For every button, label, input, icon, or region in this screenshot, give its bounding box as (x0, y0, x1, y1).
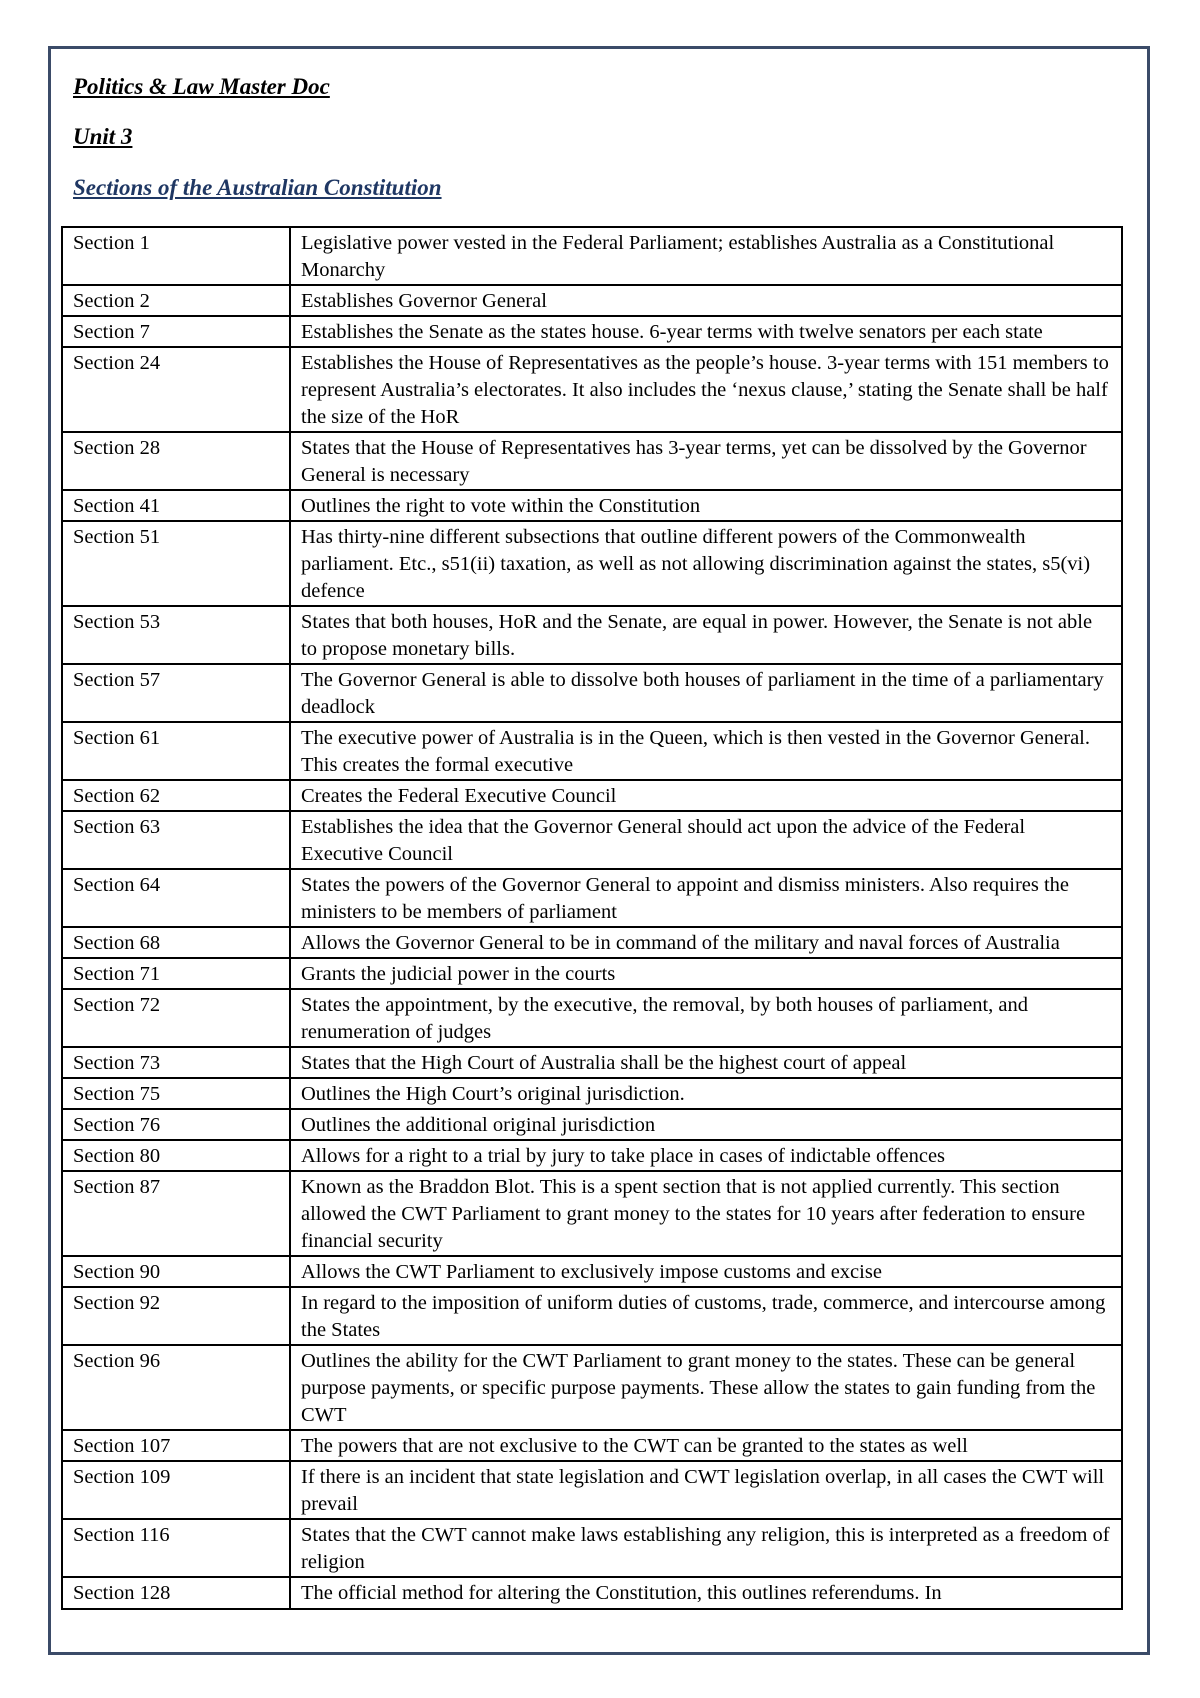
section-number: Section 51 (62, 521, 290, 606)
table-row (62, 1519, 1122, 1577)
table-row (62, 811, 1122, 869)
table-row (62, 989, 1122, 1047)
section-description: Establishes Governor General (290, 285, 1122, 316)
table-row (62, 347, 1122, 432)
section-number: Section 7 (62, 316, 290, 347)
section-number: Section 90 (62, 1256, 290, 1287)
section-number: Section 107 (62, 1430, 290, 1461)
section-number: Section 128 (62, 1577, 290, 1609)
section-description: If there is an incident that state legislation and CWT legislation overlap, in all cases the CWT will prevail (290, 1461, 1122, 1519)
section-number: Section 63 (62, 811, 290, 869)
section-description: Outlines the High Court’s original jurisdiction. (290, 1078, 1122, 1109)
section-description: Known as the Braddon Blot. This is a spent section that is not applied currently. This section allowed the CWT Parliament to grant money to the states for 10 years after federation to ensure financial security (290, 1171, 1122, 1256)
section-description: States the powers of the Governor General to appoint and dismiss ministers. Also requires the ministers to be members of parliament (290, 869, 1122, 927)
section-number: Section 72 (62, 989, 290, 1047)
section-number: Section 64 (62, 869, 290, 927)
table-row (62, 1287, 1122, 1345)
section-description: Allows the CWT Parliament to exclusively impose customs and excise (290, 1256, 1122, 1287)
table-row (62, 606, 1122, 664)
section-number: Section 57 (62, 664, 290, 722)
section-number: Section 1 (62, 227, 290, 285)
section-description: Allows for a right to a trial by jury to take place in cases of indictable offences (290, 1140, 1122, 1171)
table-row (62, 1345, 1122, 1430)
table-row (62, 432, 1122, 490)
table-row (62, 1078, 1122, 1109)
section-heading: Sections of the Australian Constitution (73, 175, 442, 200)
constitution-sections-table (61, 226, 1123, 1610)
section-description: Outlines the ability for the CWT Parliament to grant money to the states. These can be general purpose payments, or specific purpose payments. These allow the states to gain funding from the CWT (290, 1345, 1122, 1430)
section-description: Outlines the additional original jurisdiction (290, 1109, 1122, 1140)
table-row (62, 780, 1122, 811)
document-title: Politics & Law Master Doc (73, 74, 330, 99)
table-row (62, 1577, 1122, 1609)
section-description: States that both houses, HoR and the Senate, are equal in power. However, the Senate is not able to propose monetary bills. (290, 606, 1122, 664)
table-row (62, 1047, 1122, 1078)
table-row (62, 316, 1122, 347)
section-number: Section 80 (62, 1140, 290, 1171)
section-number: Section 41 (62, 490, 290, 521)
table-row (62, 227, 1122, 285)
table-row (62, 490, 1122, 521)
section-number: Section 92 (62, 1287, 290, 1345)
section-number: Section 87 (62, 1171, 290, 1256)
table-row (62, 1140, 1122, 1171)
section-number: Section 28 (62, 432, 290, 490)
section-description: States that the CWT cannot make laws establishing any religion, this is interpreted as a freedom of religion (290, 1519, 1122, 1577)
section-description: States the appointment, by the executive, the removal, by both houses of parliament, and renumeration of judges (290, 989, 1122, 1047)
section-number: Section 76 (62, 1109, 290, 1140)
section-description: States that the High Court of Australia shall be the highest court of appeal (290, 1047, 1122, 1078)
section-number: Section 73 (62, 1047, 290, 1078)
section-number: Section 53 (62, 606, 290, 664)
section-description: Establishes the Senate as the states house. 6-year terms with twelve senators per each state (290, 316, 1122, 347)
table-row (62, 521, 1122, 606)
section-number: Section 2 (62, 285, 290, 316)
section-description: The executive power of Australia is in the Queen, which is then vested in the Governor General. This creates the formal executive (290, 722, 1122, 780)
section-description: Has thirty-nine different subsections that outline different powers of the Commonwealth parliament. Etc., s51(ii) taxation, as well as not allowing discrimination against the states, s5(vi) defence (290, 521, 1122, 606)
table-row (62, 1171, 1122, 1256)
section-description: Creates the Federal Executive Council (290, 780, 1122, 811)
section-description (290, 1577, 1122, 1609)
table-row (62, 664, 1122, 722)
table-row (62, 1256, 1122, 1287)
table-row (62, 285, 1122, 316)
section-description: Grants the judicial power in the courts (290, 958, 1122, 989)
section-description: The Governor General is able to dissolve both houses of parliament in the time of a parliamentary deadlock (290, 664, 1122, 722)
table-row (62, 1430, 1122, 1461)
section-number: Section 109 (62, 1461, 290, 1519)
section-description: In regard to the imposition of uniform duties of customs, trade, commerce, and intercourse among the States (290, 1287, 1122, 1345)
table-row (62, 869, 1122, 927)
section-description: Legislative power vested in the Federal Parliament; establishes Australia as a Constitutional Monarchy (290, 227, 1122, 285)
section-description-text: The official method for altering the Constitution, this outlines referendums. In (301, 1582, 942, 1604)
section-number: Section 96 (62, 1345, 290, 1430)
section-description: Allows the Governor General to be in command of the military and naval forces of Australia (290, 927, 1122, 958)
table-row (62, 927, 1122, 958)
section-description: Establishes the idea that the Governor General should act upon the advice of the Federal Executive Council (290, 811, 1122, 869)
table-row (62, 1461, 1122, 1519)
table-row (62, 958, 1122, 989)
unit-heading: Unit 3 (73, 124, 133, 149)
table-row (62, 1109, 1122, 1140)
table-row (62, 722, 1122, 780)
section-number: Section 75 (62, 1078, 290, 1109)
section-description: Establishes the House of Representatives as the people’s house. 3-year terms with 151 members to represent Australia’s electorates. It also includes the ‘nexus clause,’ stating the Senate shall be half the size of the HoR (290, 347, 1122, 432)
section-number: Section 61 (62, 722, 290, 780)
section-number: Section 71 (62, 958, 290, 989)
section-number: Section 116 (62, 1519, 290, 1577)
section-description: The powers that are not exclusive to the CWT can be granted to the states as well (290, 1430, 1122, 1461)
section-description: States that the House of Representatives has 3-year terms, yet can be dissolved by the Governor General is necessary (290, 432, 1122, 490)
section-number: Section 24 (62, 347, 290, 432)
section-description: Outlines the right to vote within the Constitution (290, 490, 1122, 521)
section-number: Section 68 (62, 927, 290, 958)
section-number: Section 62 (62, 780, 290, 811)
